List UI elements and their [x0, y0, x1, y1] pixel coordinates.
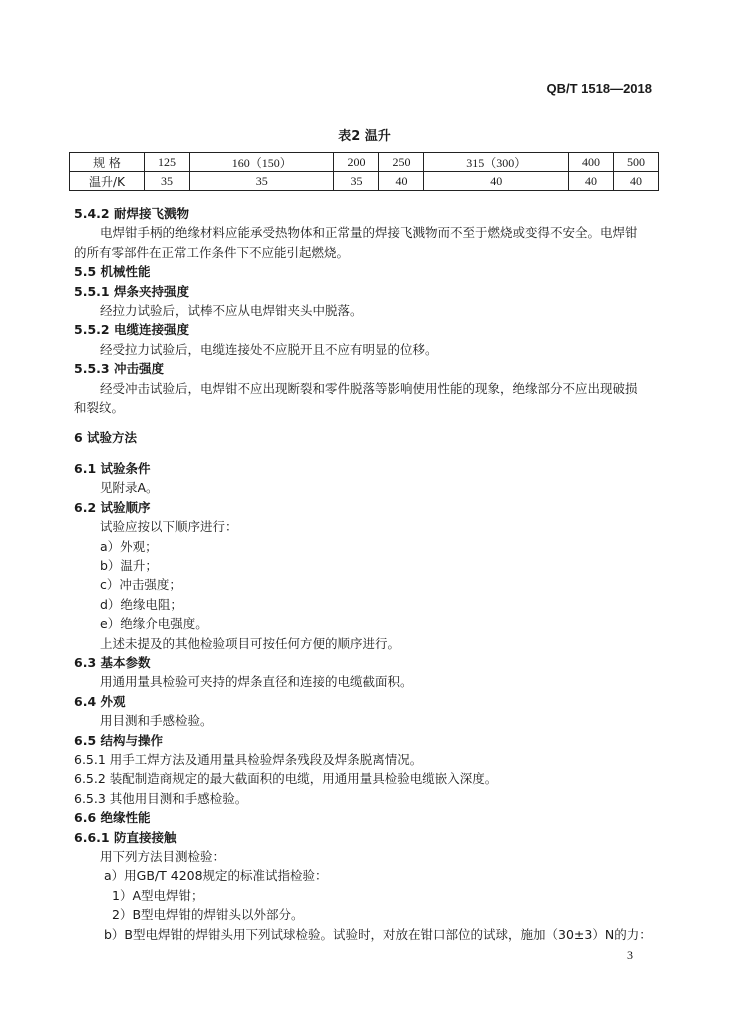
list-item: b）B型电焊钳的焊钳头用下列试球检验。试验时，对放在钳口部位的试球，施加（30±3）N的力： [104, 926, 652, 942]
section-heading: 5.5.1 焊条夹持强度 [74, 283, 189, 299]
table-cell: 200 [334, 153, 379, 172]
paragraph-line: 试验应按以下顺序进行： [100, 519, 238, 535]
list-item: a）用GB/T 4208规定的标准试指检验： [104, 868, 328, 884]
table-cell: 125 [145, 153, 190, 172]
table-cell: 400 [568, 153, 613, 172]
table-cell: 500 [613, 153, 658, 172]
body-text [74, 204, 664, 944]
section-heading: 6.6 绝缘性能 [74, 810, 151, 826]
section-heading: 6.6.1 防直接接触 [74, 829, 177, 845]
table-cell: 35 [189, 172, 334, 191]
table-row-temp [70, 172, 659, 191]
temperature-rise-table [69, 152, 659, 191]
chapter-heading: 6 试验方法 [74, 430, 138, 446]
table-cell: 40 [379, 172, 424, 191]
table-cell: 35 [145, 172, 190, 191]
paragraph-line: 电焊钳手柄的绝缘材料应能承受热物体和正常量的焊接飞溅物而不至于燃烧或变得不安全。电焊钳 [100, 225, 638, 241]
section-heading: 6.4 外观 [74, 693, 126, 709]
section-heading: 6.2 试验顺序 [74, 499, 151, 515]
table-cell: 40 [613, 172, 658, 191]
paragraph-line: 6.5.1 用手工焊方法及通用量具检验焊条残段及焊条脱离情况。 [74, 751, 423, 767]
paragraph-line: 和裂纹。 [74, 400, 125, 416]
standard-code: QB/T 1518—2018 [546, 81, 652, 96]
section-heading: 6.5 结构与操作 [74, 732, 163, 748]
paragraph-line: 见附录A。 [100, 480, 159, 496]
list-item: b）温升； [100, 557, 158, 573]
table-cell: 40 [424, 172, 569, 191]
table-title: 表2 温升 [338, 129, 391, 144]
table-cell: 35 [334, 172, 379, 191]
paragraph-line: 经受拉力试验后，电缆连接处不应脱开且不应有明显的位移。 [100, 341, 438, 357]
list-item: a）外观； [100, 538, 158, 554]
table-cell: 160（150） [189, 153, 334, 172]
paragraph-line: 用下列方法目测检验： [100, 849, 226, 864]
paragraph-line: 6.5.2 装配制造商规定的最大截面积的电缆，用通用量具检验电缆嵌入深度。 [74, 771, 498, 787]
table-cell: 250 [379, 153, 424, 172]
section-heading: 5.5 机械性能 [74, 264, 151, 280]
paragraph-line: 6.5.3 其他用目测和手感检验。 [74, 790, 248, 806]
paragraph-line: 经拉力试验后，试棒不应从电焊钳夹头中脱落。 [100, 303, 363, 319]
list-item: d）绝缘电阻； [100, 596, 183, 612]
paragraph-line: 用目测和手感检验。 [100, 713, 213, 729]
table-cell: 40 [568, 172, 613, 191]
paragraph-line: 用通用量具检验可夹持的焊条直径和连接的电缆截面积。 [100, 674, 413, 690]
section-heading: 5.4.2 耐焊接飞溅物 [74, 206, 189, 221]
paragraph-line: 上述未提及的其他检验项目可按任何方便的顺序进行。 [100, 635, 401, 651]
table-cell: 315（300） [424, 153, 569, 172]
section-heading: 6.1 试验条件 [74, 460, 151, 476]
paragraph-line: 的所有零部件在正常工作条件下不应能引起燃烧。 [74, 244, 350, 260]
list-item: e）绝缘介电强度。 [100, 616, 208, 632]
section-heading: 5.5.2 电缆连接强度 [74, 322, 189, 338]
list-item: c）冲击强度； [100, 577, 182, 593]
section-heading: 5.5.3 冲击强度 [74, 361, 164, 377]
section-heading: 6.3 基本参数 [74, 654, 151, 670]
paragraph-line: 经受冲击试验后，电焊钳不应出现断裂和零件脱落等影响使用性能的现象，绝缘部分不应出现破损 [100, 380, 638, 396]
list-item: 1）A型电焊钳； [112, 887, 204, 903]
page-number: 3 [627, 948, 633, 962]
table-header-temp: 温升/K [70, 172, 145, 191]
list-item: 2）B型电焊钳的焊钳头以外部分。 [112, 907, 304, 923]
table-header-spec: 规 格 [70, 153, 145, 172]
table-row-spec [70, 153, 659, 172]
